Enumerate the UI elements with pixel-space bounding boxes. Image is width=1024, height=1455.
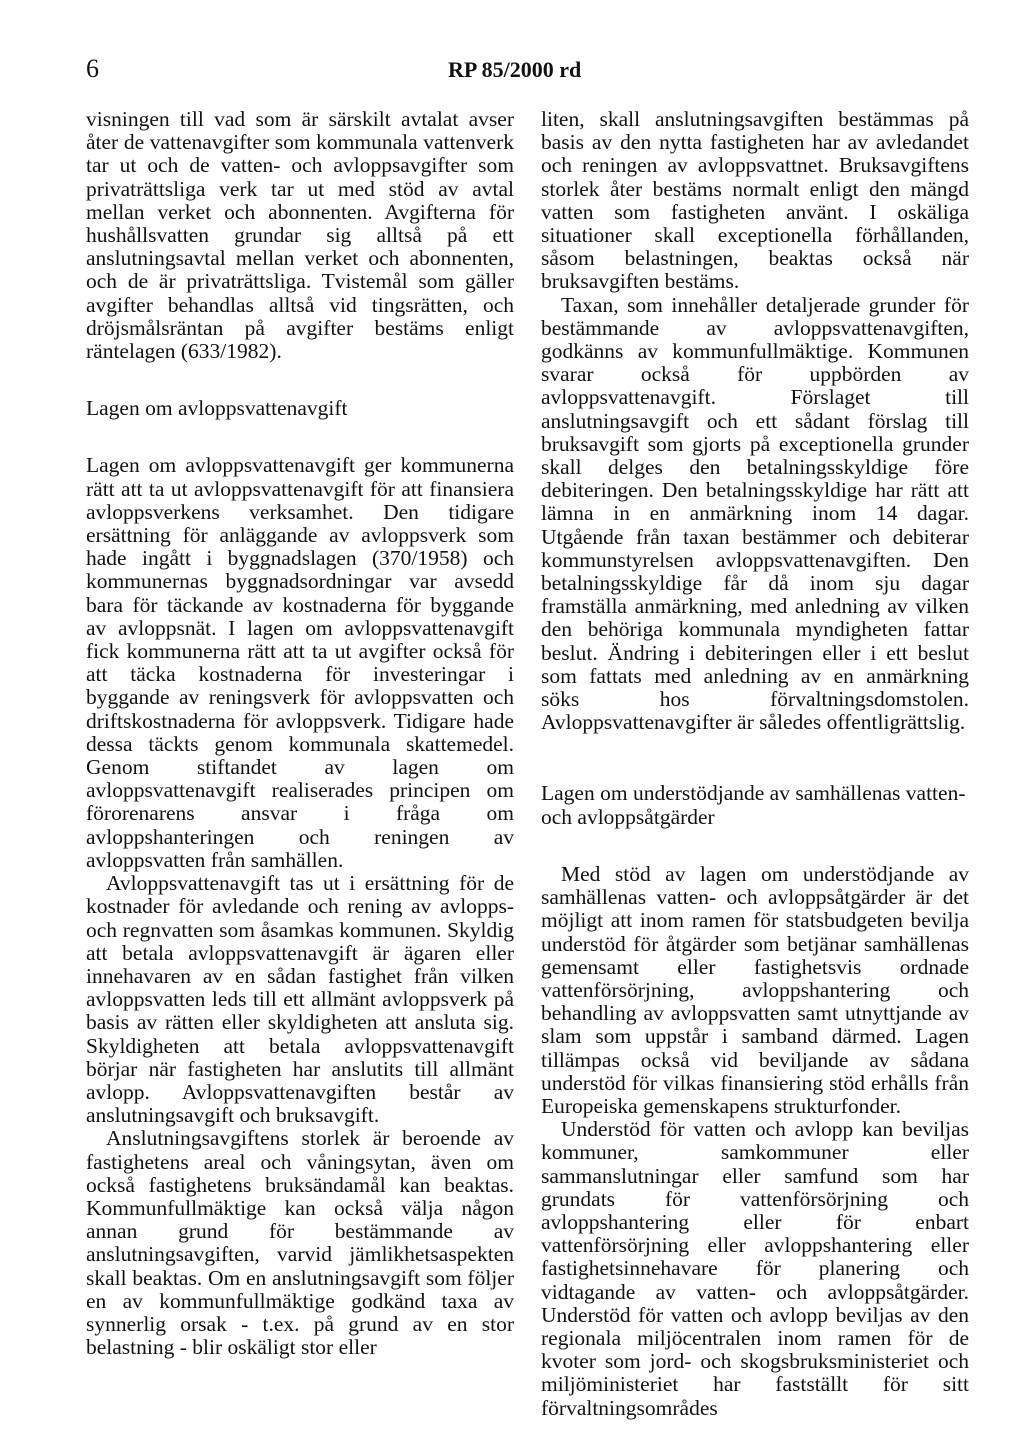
paragraph-left-2: Lagen om avloppsvattenavgift ger kommunerna rätt att ta ut avloppsvattenavgift för att finansiera avloppsverkens verksamhet. Den tidigare ersättning för anläggande av avloppsverk som hade ingått i byggnadslagen (370/1958) och kommunernas byggnadsordningar var avsedd bara för täckande av kostnaderna för byggande av avloppsnät. I lagen om avloppsvattenavgift fick kommunerna rätt att ta ut avgifter också för att täcka kostnaderna för investeringar i byggande av reningsverk för avloppsvatten och driftskostnaderna för avloppsverk. Tidigare hade dessa täckts genom kommunala skattemedel. Genom stiftandet av lagen om avloppsvattenavgift realiserades principen om förorenarens ansvar i fråga om avloppshanteringen och reningen av avloppsvatten från samhällen. [86, 453, 514, 872]
paragraph-left-3: Avloppsvattenavgift tas ut i ersättning för de kostnader för avledande och rening av avlopps- och regnvatten som åsamkas kommunen. Skyldig att betala avloppsvattenavgift är ägaren eller innehavaren av en sådan fastighet från vilken avloppsvatten leds till ett allmänt avloppsverk på basis av rätten eller skyldigheten att ansluta sig. Skyldigheten att betala avloppsvattenavgift börjar när fastigheten har anslutits till allmänt avlopp. Avloppsvattenavgiften består av anslutningsavgift och bruksavgift. [86, 871, 514, 1128]
paragraph-right-1: liten, skall anslutningsavgiften bestämmas på basis av den nytta fastigheten har av avledandet och reningen av avloppsvattnet. Bruksavgiftens storlek åter bestäms normalt enligt den mängd vatten som fastigheten använt. I oskäliga situationer skall exceptionella förhållanden, såsom belastningen, beaktas också när bruksavgiften bestäms. [541, 107, 969, 294]
paragraph-right-3: Med stöd av lagen om understödjande av samhällenas vatten- och avloppsåtgärder är det möjligt att inom ramen för statsbudgeten bevilja understöd för åtgärder som betjänar samhällenas gemensamt eller fastighetsvis ordnade vattenförsörjning, avloppshantering och behandling av avloppsvatten samt utnyttjande av slam som uppstår i samband därmed. Lagen tillämpas också vid beviljande av sådana understöd för vilkas finansiering stöd erhålls från Europeiska gemenskapens strukturfonder. [541, 861, 969, 1118]
section-heading-avloppsvattenavgift: Lagen om avloppsvattenavgift [86, 396, 348, 421]
paragraph-right-4: Understöd för vatten och avlopp kan beviljas kommuner, samkommuner eller sammanslutningar eller samfund som har grundats för vattenförsörjning och avloppshantering eller för enbart vattenförsörjning eller avloppshantering eller fastighetsinnehavare för planering och vidtagande av vatten- och avloppsåtgärder. Understöd för vatten och avlopp beviljas av den regionala miljöcentralen inom ramen för de kvoter som jord- och skogsbruksministeriet och miljöministeriet har fastställt för sitt förvaltningsområdes [541, 1117, 969, 1420]
left-column [86, 108, 514, 1359]
paragraph-left-4: Anslutningsavgiftens storlek är beroende av fastighetens areal och våningsytan, även om också fastighetens bruksändamål kan beaktas. Kommunfullmäktige kan också välja någon annan grund för bestämmande av anslutningsavgiften, varvid jämlikhetsaspekten skall beaktas. Om en anslutningsavgift som följer en av kommunfullmäktige godkänd taxa av synnerlig orsak - t.ex. på grund av en stor belastning - blir oskäligt stor eller [86, 1126, 514, 1360]
right-column [541, 108, 969, 1420]
section-heading-understodjande: Lagen om understödjande av samhällenas vatten- och avloppsåtgärder [541, 781, 966, 829]
document-reference: RP 85/2000 rd [448, 57, 582, 82]
page-number: 6 [86, 54, 99, 83]
paragraph-left-1: visningen till vad som är särskilt avtalat avser åter de vattenavgifter som kommunala vattenverk tar ut och de vatten- och avloppsavgifter som privaträttsliga verk tar ut med stöd av avtal mellan verket och abonnenten. Avgifterna för hushållsvatten grundar sig alltså på ett anslutningsavtal mellan verket och abonnenten, och de är privaträttsliga. Tvistemål som gäller avgifter behandlas alltså vid tingsrätten, och dröjsmålsräntan på avgifter bestäms enligt räntelagen (633/1982). [86, 107, 514, 364]
paragraph-right-2: Taxan, som innehåller detaljerade grunder för bestämmande av avloppsvattenavgiften, godkänns av kommunfullmäktige. Kommunen svarar också för uppbörden av avloppsvattenavgift. Förslaget till anslutningsavgift och ett sådant förslag till bruksavgift som gjorts på exceptionella grunder skall delges den betalningsskyldige före debiteringen. Den betalningsskyldige har rätt att lämna in en anmärkning inom 14 dagar. Utgående från taxan bestämmer och debiterar kommunstyrelsen avloppsvattenavgiften. Den betalningsskyldige får då inom sju dagar framställa anmärkning, med anledning av vilken den behöriga kommunala myndigheten fattar beslut. Ändring i debiteringen eller i ett beslut som fattats med anledning av en anmärkning söks hos förvaltningsdomstolen. Avloppsvattenavgifter är således offentligrättslig. [541, 292, 969, 735]
